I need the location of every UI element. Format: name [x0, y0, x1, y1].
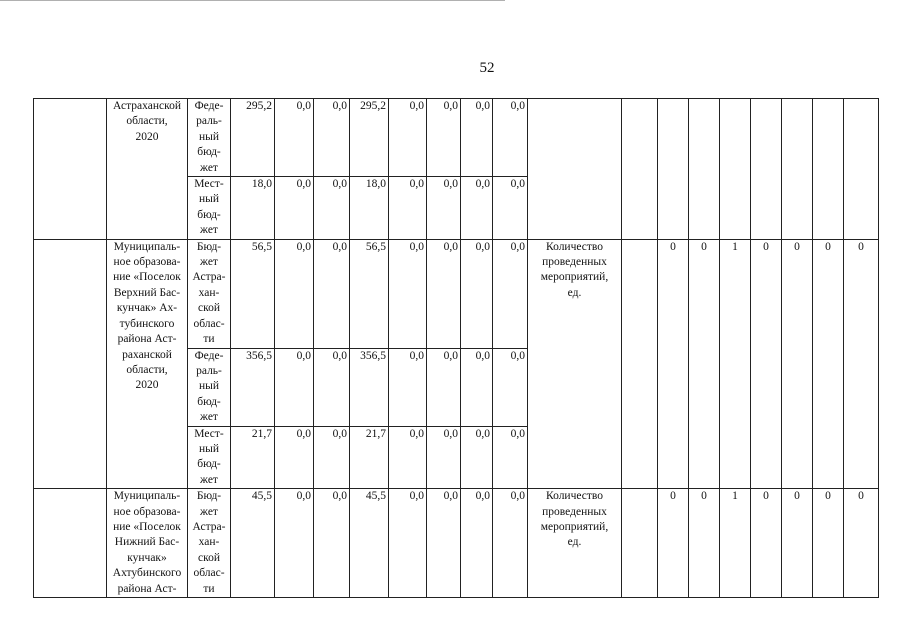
activity-name-cell [107, 489, 188, 598]
empty-cell [622, 489, 658, 598]
activity-name-line: области, [126, 363, 168, 376]
funding-source-line: Астра- [192, 520, 226, 533]
indicator-cell [528, 239, 622, 489]
count-cell: 0 [658, 489, 689, 598]
count-cell: 0 [689, 239, 720, 489]
indicator-line: мероприятий, [540, 271, 609, 284]
funding-source-line: облас- [193, 317, 225, 330]
amount-cell: 0,0 [427, 489, 461, 598]
funding-source-line: ти [203, 582, 215, 595]
amount-cell: 0,0 [461, 177, 493, 240]
funding-source-line: ный [198, 380, 220, 393]
funding-source-line: Феде- [194, 349, 224, 362]
table-row [34, 99, 879, 177]
amount-cell: 0,0 [314, 348, 350, 426]
funding-source-line: жет [200, 411, 218, 424]
count-cell: 0 [813, 489, 844, 598]
amount-cell: 0,0 [275, 489, 314, 598]
activity-name-line: Нижний Бас- [114, 536, 180, 549]
empty-cell [34, 99, 107, 240]
activity-name-line: ное образова- [113, 256, 181, 269]
amount-cell: 0,0 [389, 239, 427, 348]
amount-cell: 356,5 [231, 348, 275, 426]
count-cell [813, 99, 844, 240]
funding-source-line: ской [197, 551, 220, 564]
amount-cell: 0,0 [493, 177, 528, 240]
amount-cell: 21,7 [350, 426, 389, 489]
empty-cell [34, 489, 107, 598]
funding-source-line: Бюд- [196, 240, 222, 253]
count-cell: 0 [813, 239, 844, 489]
amount-cell: 0,0 [427, 426, 461, 489]
amount-cell: 0,0 [427, 348, 461, 426]
funding-source-cell [188, 348, 231, 426]
amount-cell: 0,0 [493, 239, 528, 348]
funding-source-line: жет [200, 161, 218, 174]
amount-cell: 0,0 [389, 99, 427, 177]
funding-source-line: Феде- [194, 100, 224, 112]
amount-cell: 0,0 [275, 348, 314, 426]
amount-cell: 0,0 [493, 426, 528, 489]
activity-name-cell [107, 99, 188, 240]
amount-cell: 56,5 [231, 239, 275, 348]
activity-name-line: района Аст- [117, 333, 177, 346]
funding-source-line: раль- [196, 364, 222, 377]
count-cell: 0 [658, 239, 689, 489]
amount-cell: 0,0 [427, 239, 461, 348]
indicator-cell [528, 99, 622, 240]
amount-cell: 295,2 [231, 99, 275, 177]
count-cell: 0 [689, 489, 720, 598]
indicator-line: проведенных [542, 505, 607, 518]
activity-name-line: 2020 [135, 130, 159, 143]
amount-cell: 0,0 [389, 177, 427, 240]
count-cell: 0 [844, 239, 879, 489]
activity-name-line: 2020 [135, 379, 159, 392]
funding-source-line: Мест- [194, 427, 224, 440]
funding-source-line: бюд- [197, 208, 221, 221]
count-cell: 0 [782, 239, 813, 489]
amount-cell: 21,7 [231, 426, 275, 489]
amount-cell: 0,0 [314, 177, 350, 240]
amount-cell: 18,0 [231, 177, 275, 240]
amount-cell: 0,0 [389, 348, 427, 426]
empty-cell [34, 239, 107, 489]
count-cell: 0 [782, 489, 813, 598]
indicator-line: ед. [567, 536, 582, 549]
budget-table [33, 98, 879, 598]
count-cell: 0 [751, 239, 782, 489]
activity-name-cell [107, 239, 188, 489]
funding-source-cell [188, 177, 231, 240]
activity-name-line: Муниципаль- [113, 490, 181, 503]
activity-name-line: тубинского [119, 317, 175, 330]
amount-cell: 0,0 [493, 348, 528, 426]
count-cell [689, 99, 720, 240]
count-cell: 0 [844, 489, 879, 598]
count-cell [782, 99, 813, 240]
count-cell: 0 [751, 489, 782, 598]
amount-cell: 0,0 [493, 489, 528, 598]
funding-source-line: бюд- [197, 395, 221, 408]
funding-source-line: Мест- [194, 178, 224, 191]
funding-source-line: жет [200, 256, 218, 269]
funding-source-line: бюд- [197, 458, 221, 471]
amount-cell: 356,5 [350, 348, 389, 426]
amount-cell: 0,0 [275, 177, 314, 240]
amount-cell: 0,0 [275, 426, 314, 489]
amount-cell: 295,2 [350, 99, 389, 177]
activity-name-line: Астраханской [112, 100, 181, 112]
table-row [34, 489, 879, 598]
amount-cell: 0,0 [461, 99, 493, 177]
amount-cell: 0,0 [389, 426, 427, 489]
indicator-cell [528, 489, 622, 598]
funding-source-line: ный [198, 442, 220, 455]
funding-source-line: жет [200, 473, 218, 486]
top-rule [0, 0, 505, 1]
amount-cell: 0,0 [461, 348, 493, 426]
indicator-line: Количество [546, 240, 603, 253]
amount-cell: 0,0 [493, 99, 528, 177]
funding-source-line: Бюд- [196, 490, 222, 503]
amount-cell: 45,5 [350, 489, 389, 598]
amount-cell: 0,0 [314, 239, 350, 348]
amount-cell: 0,0 [275, 99, 314, 177]
funding-source-line: облас- [193, 567, 225, 580]
indicator-line: ед. [567, 286, 582, 299]
funding-source-line: раль- [196, 115, 222, 128]
activity-name-line: Ахтубинского [112, 567, 182, 580]
count-cell [720, 99, 751, 240]
amount-cell: 45,5 [231, 489, 275, 598]
activity-name-line: района Аст- [117, 582, 177, 595]
amount-cell: 0,0 [314, 426, 350, 489]
count-cell [751, 99, 782, 240]
activity-name-line: области, [126, 115, 168, 128]
amount-cell: 0,0 [314, 489, 350, 598]
count-cell: 1 [720, 239, 751, 489]
funding-source-line: Астра- [192, 271, 226, 284]
funding-source-line: жет [200, 224, 218, 237]
count-cell [844, 99, 879, 240]
table-row [34, 239, 879, 348]
amount-cell: 18,0 [350, 177, 389, 240]
funding-source-line: ный [198, 130, 220, 143]
amount-cell: 0,0 [461, 239, 493, 348]
indicator-line: мероприятий, [540, 520, 609, 533]
funding-source-cell [188, 239, 231, 348]
empty-cell [622, 239, 658, 489]
activity-name-line: раханской [122, 348, 172, 361]
activity-name-line: Муниципаль- [113, 240, 181, 253]
activity-name-line: ное образова- [113, 505, 181, 518]
activity-name-line: ние «Поселок [113, 271, 181, 284]
amount-cell: 0,0 [461, 426, 493, 489]
amount-cell: 0,0 [427, 177, 461, 240]
count-cell [658, 99, 689, 240]
activity-name-line: кунчак» [127, 551, 167, 564]
funding-source-line: ской [197, 302, 220, 315]
indicator-line: Количество [546, 490, 603, 503]
page-number: 52 [479, 60, 495, 76]
amount-cell: 0,0 [427, 99, 461, 177]
amount-cell: 0,0 [275, 239, 314, 348]
funding-source-line: хан- [198, 536, 220, 549]
funding-source-cell [188, 99, 231, 177]
amount-cell: 0,0 [314, 99, 350, 177]
amount-cell: 56,5 [350, 239, 389, 348]
amount-cell: 0,0 [461, 489, 493, 598]
funding-source-line: ный [198, 193, 220, 206]
funding-source-line: бюд- [197, 146, 221, 159]
count-cell: 1 [720, 489, 751, 598]
amount-cell: 0,0 [389, 489, 427, 598]
empty-cell [622, 99, 658, 240]
funding-source-line: хан- [198, 286, 220, 299]
funding-source-line: жет [200, 505, 218, 518]
activity-name-line: кунчак» Ах- [116, 302, 178, 315]
funding-source-cell [188, 426, 231, 489]
funding-source-cell [188, 489, 231, 598]
indicator-line: проведенных [542, 256, 607, 269]
activity-name-line: Верхний Бас- [113, 286, 181, 299]
funding-source-line: ти [203, 333, 215, 346]
activity-name-line: ние «Поселок [113, 520, 181, 533]
